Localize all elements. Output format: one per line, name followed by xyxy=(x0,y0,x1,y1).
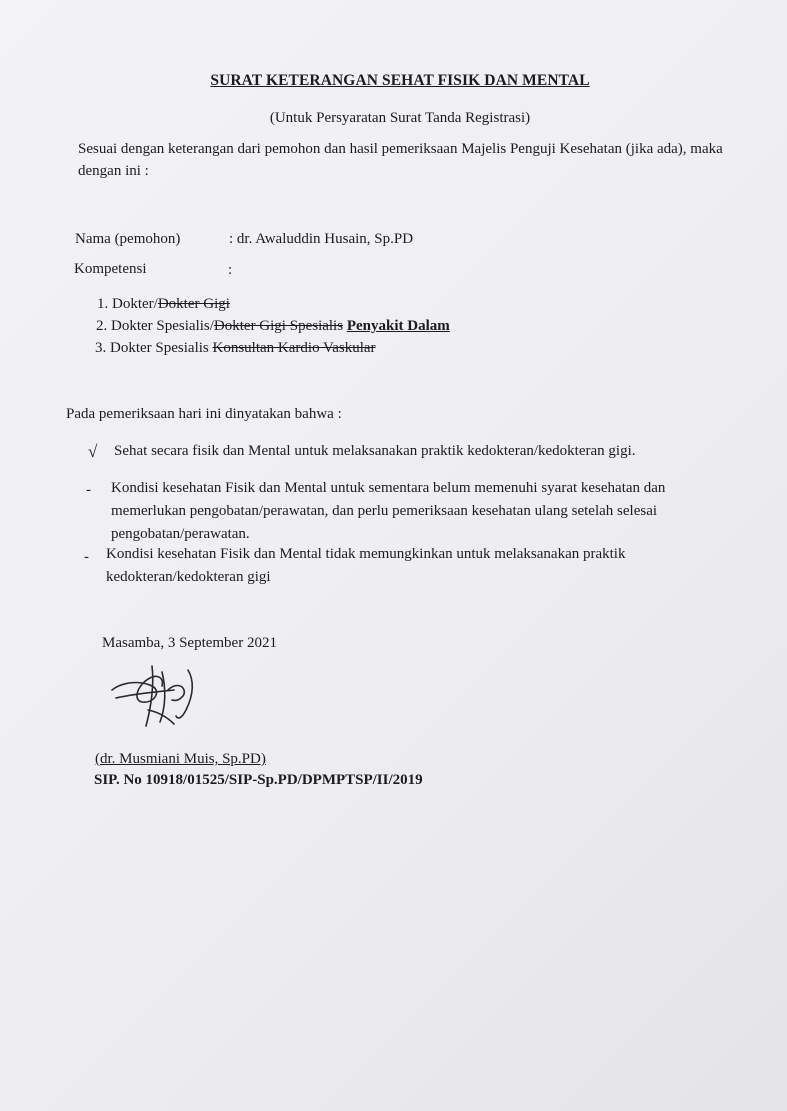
competency-number: 2. xyxy=(96,318,108,334)
statement-temporary-unfit: Kondisi kesehatan Fisik dan Mental untuk sementara belum memenuhi syarat kesehatan dan memerlukan pengobatan/perawatan, dan perlu pemeriksaan kesehatan ulang setelah selesai pengobatan/perawatan. xyxy=(111,480,666,542)
document-subtitle: (Untuk Persyaratan Surat Tanda Registrasi) xyxy=(269,110,531,126)
statement-healthy: Sehat secara fisik dan Mental untuk melaksanakan praktik kedokteran/kedokteran gigi. xyxy=(114,443,636,459)
document-title: SURAT KETERANGAN SEHAT FISIK DAN MENTAL xyxy=(210,72,590,89)
intro-paragraph: Sesuai dengan keterangan dari pemohon dan hasil pemeriksaan Majelis Penguji Kesehatan (jika ada), maka dengan ini : xyxy=(78,141,723,179)
competency-item xyxy=(95,340,376,357)
competency-item xyxy=(96,318,450,335)
competency-struck-text: Konsultan Kardio Vaskular xyxy=(212,340,376,356)
competency-specialty: Penyakit Dalam xyxy=(346,318,450,334)
place-date: Masamba, 3 September 2021 xyxy=(102,635,277,651)
competency-struck-text: Dokter Gigi Spesialis xyxy=(213,318,344,334)
name-label: Nama (pemohon) xyxy=(75,231,181,247)
check-mark-icon: √ xyxy=(88,442,98,461)
competency-text: Dokter Spesialis xyxy=(110,340,213,356)
name-value: : dr. Awaluddin Husain, Sp.PD xyxy=(229,231,414,247)
competency-struck-text: Dokter Gigi xyxy=(157,296,230,312)
competency-number: 3. xyxy=(95,340,107,356)
dash-marker: - xyxy=(86,482,91,498)
sip-number: SIP. No 10918/01525/SIP-Sp.PD/DPMPTSP/II/2019 xyxy=(94,772,423,788)
statement-unfit: Kondisi kesehatan Fisik dan Mental tidak memungkinkan untuk melaksanakan praktik kedokteran/kedokteran gigi xyxy=(106,546,626,585)
exam-intro: Pada pemeriksaan hari ini dinyatakan bahwa : xyxy=(66,406,342,422)
dash-marker: - xyxy=(84,549,89,565)
competency-item xyxy=(97,296,230,313)
competence-label: Kompetensi xyxy=(74,261,147,277)
competence-colon: : xyxy=(228,262,233,278)
competency-text: Dokter/ xyxy=(112,296,158,312)
competency-number: 1. xyxy=(97,296,109,312)
signatory-name: (dr. Musmiani Muis, Sp.PD) xyxy=(95,751,266,767)
competency-text: Dokter Spesialis/ xyxy=(111,318,214,334)
handwritten-signature xyxy=(108,660,218,732)
